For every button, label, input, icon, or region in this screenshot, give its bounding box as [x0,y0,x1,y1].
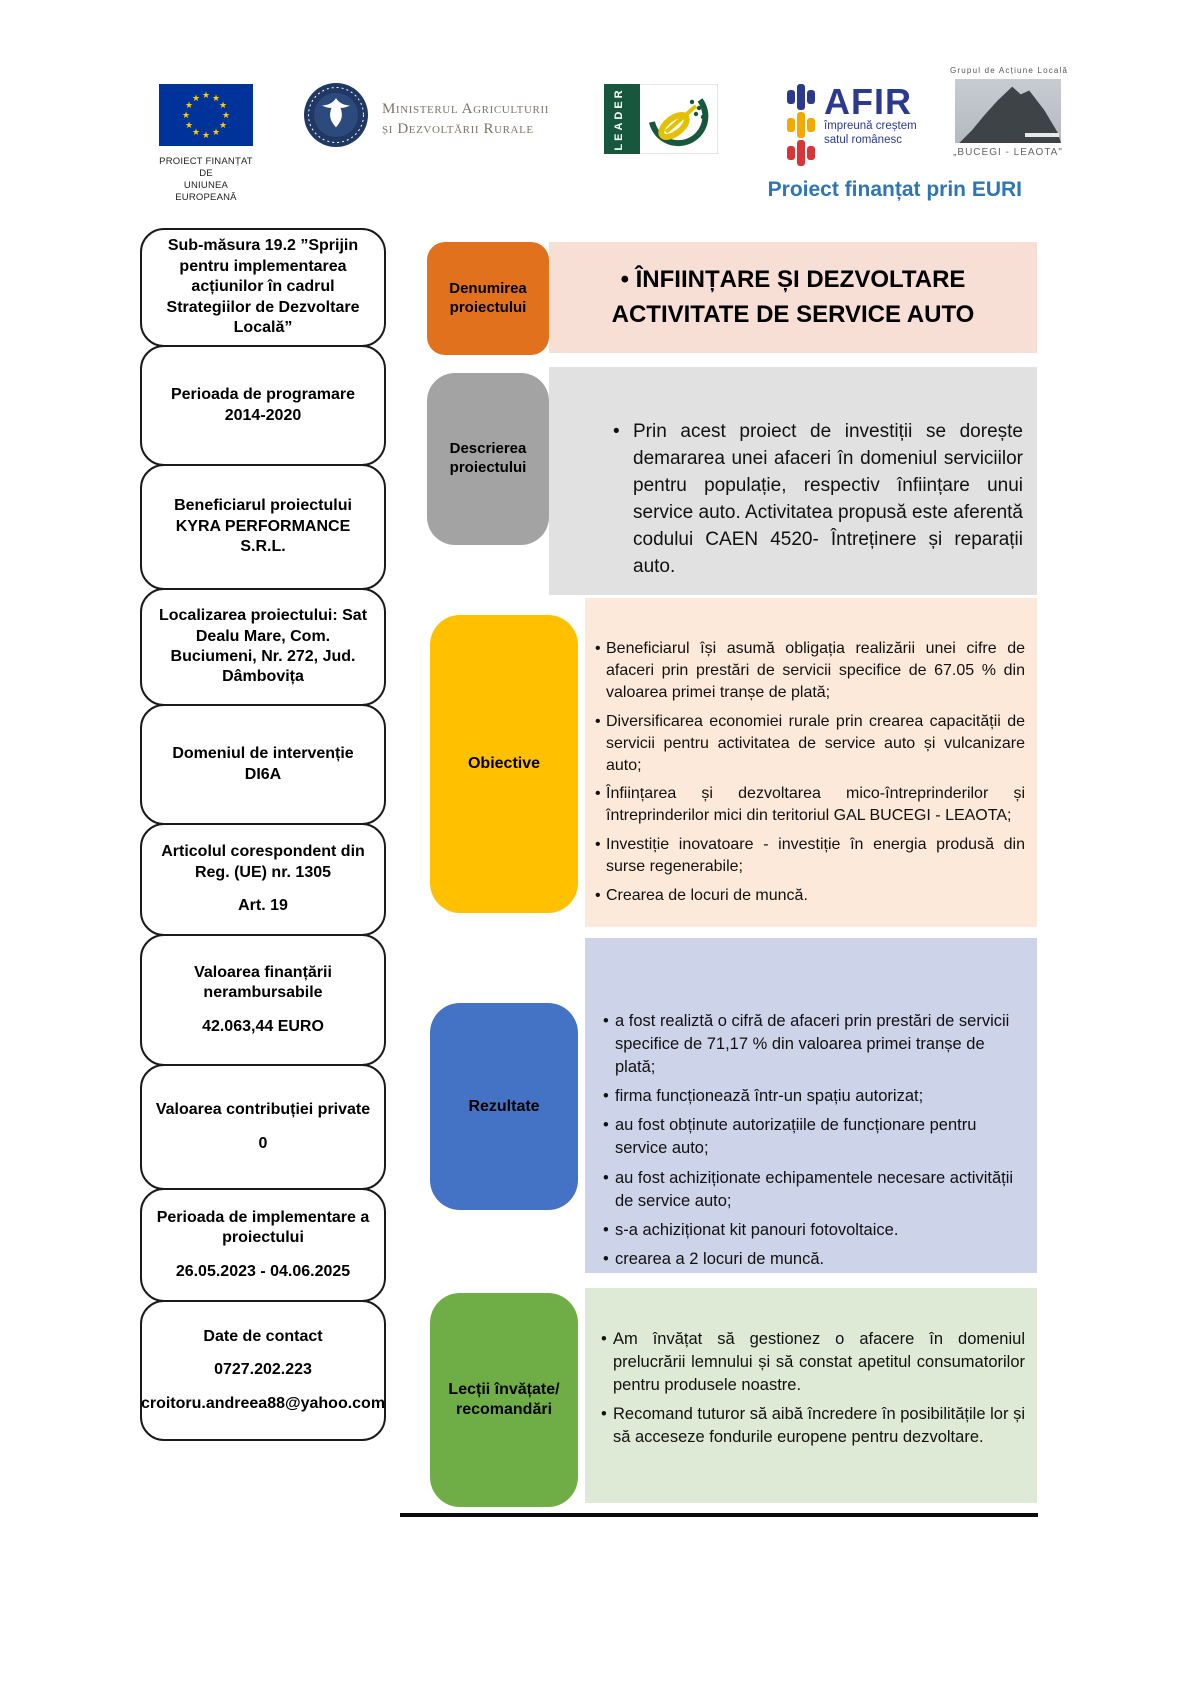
bullet-text: Crearea de locuri de muncă. [606,887,808,905]
bullet-item [601,1328,1025,1397]
info-text: Date de contact [203,1327,323,1345]
info-box-implementation-period [140,1188,386,1302]
project-title [579,263,1007,333]
info-box-beneficiary [140,464,386,590]
bullet-dot: • [613,421,620,442]
funding-note: Proiect finanțat prin EURI [767,178,1022,201]
bullet-dot: • [601,1405,607,1424]
photo-watermark [1025,133,1059,137]
bullet-item [603,1114,1025,1160]
bullet-text: a fost realiztă o cifră de afaceri prin prestări de servicii specifice de 71,17 % din valoarea primei tranșe de plată; [615,1012,1010,1077]
bullet-item [595,711,1025,777]
contact-email: croitoru.andreea88@yahoo.com [140,1394,386,1412]
bullet-text: firma funcționează într-un spațiu autorizat; [615,1087,924,1106]
svg-text:★: ★ [191,94,201,104]
bullet-item [613,419,1023,581]
section-tab-lectii [430,1293,578,1507]
bullet-dot: • [603,1116,609,1135]
info-box-regulation-article [140,823,386,936]
section-tab-descrierea [427,373,549,545]
gal-top-label: Grupul de Acțiune Locală [950,66,1069,75]
svg-text:★: ★ [181,111,191,121]
section-body-lectii [585,1288,1037,1503]
info-text: Perioada de implementare a proiectului [156,1208,370,1247]
leader-logo-icon [604,84,718,154]
bullet-text: Investiție inovatoare - investiție în energia produsă din surse regenerabile; [606,836,1025,876]
bullet-item [595,885,1025,907]
info-text: Art. 19 [238,897,288,915]
section-body-obiective [585,598,1037,927]
info-box-grant-value [140,934,386,1066]
svg-text:★: ★ [221,111,231,121]
bullet-dot: • [603,1249,609,1268]
bullet-dot: • [595,640,601,657]
svg-text:★: ★ [201,131,211,141]
tab-label: Obiective [467,755,541,772]
svg-text:★: ★ [191,128,201,138]
contact-phone: 0727.202.223 [214,1361,312,1379]
info-box-contact [140,1300,386,1441]
info-text: 26.05.2023 - 04.06.2025 [175,1262,351,1280]
bullet-dot: • [595,836,601,854]
info-text: Valoarea finanțării nerambursabile [194,963,332,1002]
svg-text:★: ★ [201,91,211,101]
government-seal-icon [303,82,369,148]
project-title-text: ÎNFIINȚARE ȘI DEZVOLTARE ACTIVITATE DE SERVICE AUTO [611,265,975,328]
svg-text:★: ★ [218,101,228,111]
svg-text:★: ★ [211,94,221,104]
ministry-line1: Ministerul Agriculturii [382,101,549,117]
afir-tagline-1: împreună creștem [824,120,917,132]
section-body-rezultate [585,938,1037,1273]
bullet-item [603,1085,1025,1108]
bullet-text: Prin acest proiect de investiții se dorește demararea unei afaceri în domeniul serviciilor pentru populație, respectiv înființare unui service auto. Activitatea propusă este aferentă codului CAEN 4520- Întreținere și reparații auto. [633,421,1023,577]
section-body-denumirea [549,242,1037,353]
bullet-dot: • [595,887,601,905]
info-text: Localizarea proiectului: Sat Dealu Mare, Com. Buciumeni, Nr. 272, Jud. Dâmbovița [158,607,368,686]
bullet-text: Am învățat să gestionez o afacere în domeniul prelucrării lemnului și să constat apetitul consumatorilor pentru produsele noastre. [613,1330,1025,1395]
bullet-item [603,1219,1025,1242]
romanian-government-seal [303,82,369,153]
gal-logo [950,66,1069,158]
bottom-divider [400,1513,1038,1517]
bullet-item [595,638,1025,704]
svg-text:★: ★ [211,128,221,138]
bullet-item [595,834,1025,878]
bullet-dot: • [601,1330,607,1348]
svg-text:★: ★ [218,121,228,131]
bullet-dot: • [603,1220,609,1239]
gal-mountain-photo [955,79,1061,143]
info-text: Articolul corespondent din Reg. (UE) nr. 1305 [161,843,365,881]
bullet-text: Înființarea și dezvoltarea mico-întreprinderilor și întreprinderilor mici din teritoriul GAL BUCEGI - LEAOTA; [606,785,1025,825]
info-text: Valoarea contribuției private [155,1101,371,1119]
afir-wheat-icon [786,84,816,168]
bullet-text: crearea a 2 locuri de muncă. [615,1249,825,1268]
afir-name: AFIR [824,81,912,122]
eu-flag-icon [159,84,253,146]
info-text: 0 [258,1134,268,1152]
section-tab-denumirea [427,242,549,355]
section-body-descrierea [549,367,1037,595]
info-box-intervention-domain [140,704,386,825]
info-box-submeasure [140,228,386,347]
eu-flag-caption [156,156,256,204]
bullet-text: au fost obținute autorizațiile de funcționare pentru service auto; [615,1116,977,1158]
bullet-item [603,1010,1025,1079]
info-box-private-contribution [140,1064,386,1190]
eu-caption-line2: UNIUNEA EUROPEANĂ [175,179,237,203]
eu-caption-line1: PROIECT FINANȚAT DE [159,156,253,179]
bullet-dot: • [620,265,636,293]
info-box-location [140,588,386,706]
afir-logo [786,81,917,168]
bullet-dot: • [595,785,601,803]
info-text: Domeniul de intervenție DI6A [172,745,354,783]
gal-bottom-label: „BUCEGI - LEAOTA" [953,147,1063,158]
bullet-dot: • [595,712,601,730]
bullet-item [603,1167,1025,1213]
info-box-programming-period [140,345,386,466]
tab-label: Descrierea proiectului [449,440,527,476]
leader-label: LEADER [613,87,625,151]
afir-text [824,81,917,148]
info-text: 42.063,44 EURO [202,1017,324,1035]
bullet-item [603,1248,1025,1271]
bullet-text: au fost achiziționate echipamentele necesare activității de service auto; [615,1168,1014,1210]
tab-label: Denumirea proiectului [449,279,527,316]
bullet-text: Beneficiarul își asumă obligația realizării unei cifre de afaceri prin prestări de servicii specifice de 67.05 % din valoarea primei tranșe de plată; [606,640,1025,701]
ministry-line2: și Dezvoltării Rurale [382,121,534,138]
bullet-text: Recomand tuturor să aibă încredere în posibilitățile lor și să acceseze fondurile europene pentru dezvoltare. [613,1405,1025,1447]
info-text: Beneficiarul proiectului KYRA PERFORMANCE S.R.L. [174,497,352,556]
eu-flag-logo [156,84,256,204]
bullet-dot: • [603,1168,609,1187]
bullet-item [601,1403,1025,1449]
bullet-item [595,783,1025,827]
bullet-text: Diversificarea economiei rurale prin crearea capacității de servicii pentru activitatea de service auto și vulcanizare auto; [606,712,1025,774]
bullet-dot: • [603,1087,609,1106]
svg-text:★: ★ [184,121,194,131]
tab-label: Lecții învățate/ recomandări [448,1381,560,1418]
bullet-dot: • [603,1012,609,1030]
afir-tagline-2: satul românesc [824,133,902,146]
section-tab-rezultate [430,1003,578,1210]
ministry-title [382,99,549,140]
tab-label: Rezultate [468,1097,540,1115]
bullet-text: s-a achiziționat kit panouri fotovoltaice. [615,1220,899,1239]
leader-logo [604,84,718,159]
info-text: Perioada de programare 2014-2020 [170,386,356,424]
svg-text:★: ★ [184,101,194,111]
info-text: Sub-măsura 19.2 ”Sprijin pentru implementarea acțiunilor în cadrul Strategiilor de Dezvoltare Locală” [166,237,360,337]
section-tab-obiective [430,615,578,913]
